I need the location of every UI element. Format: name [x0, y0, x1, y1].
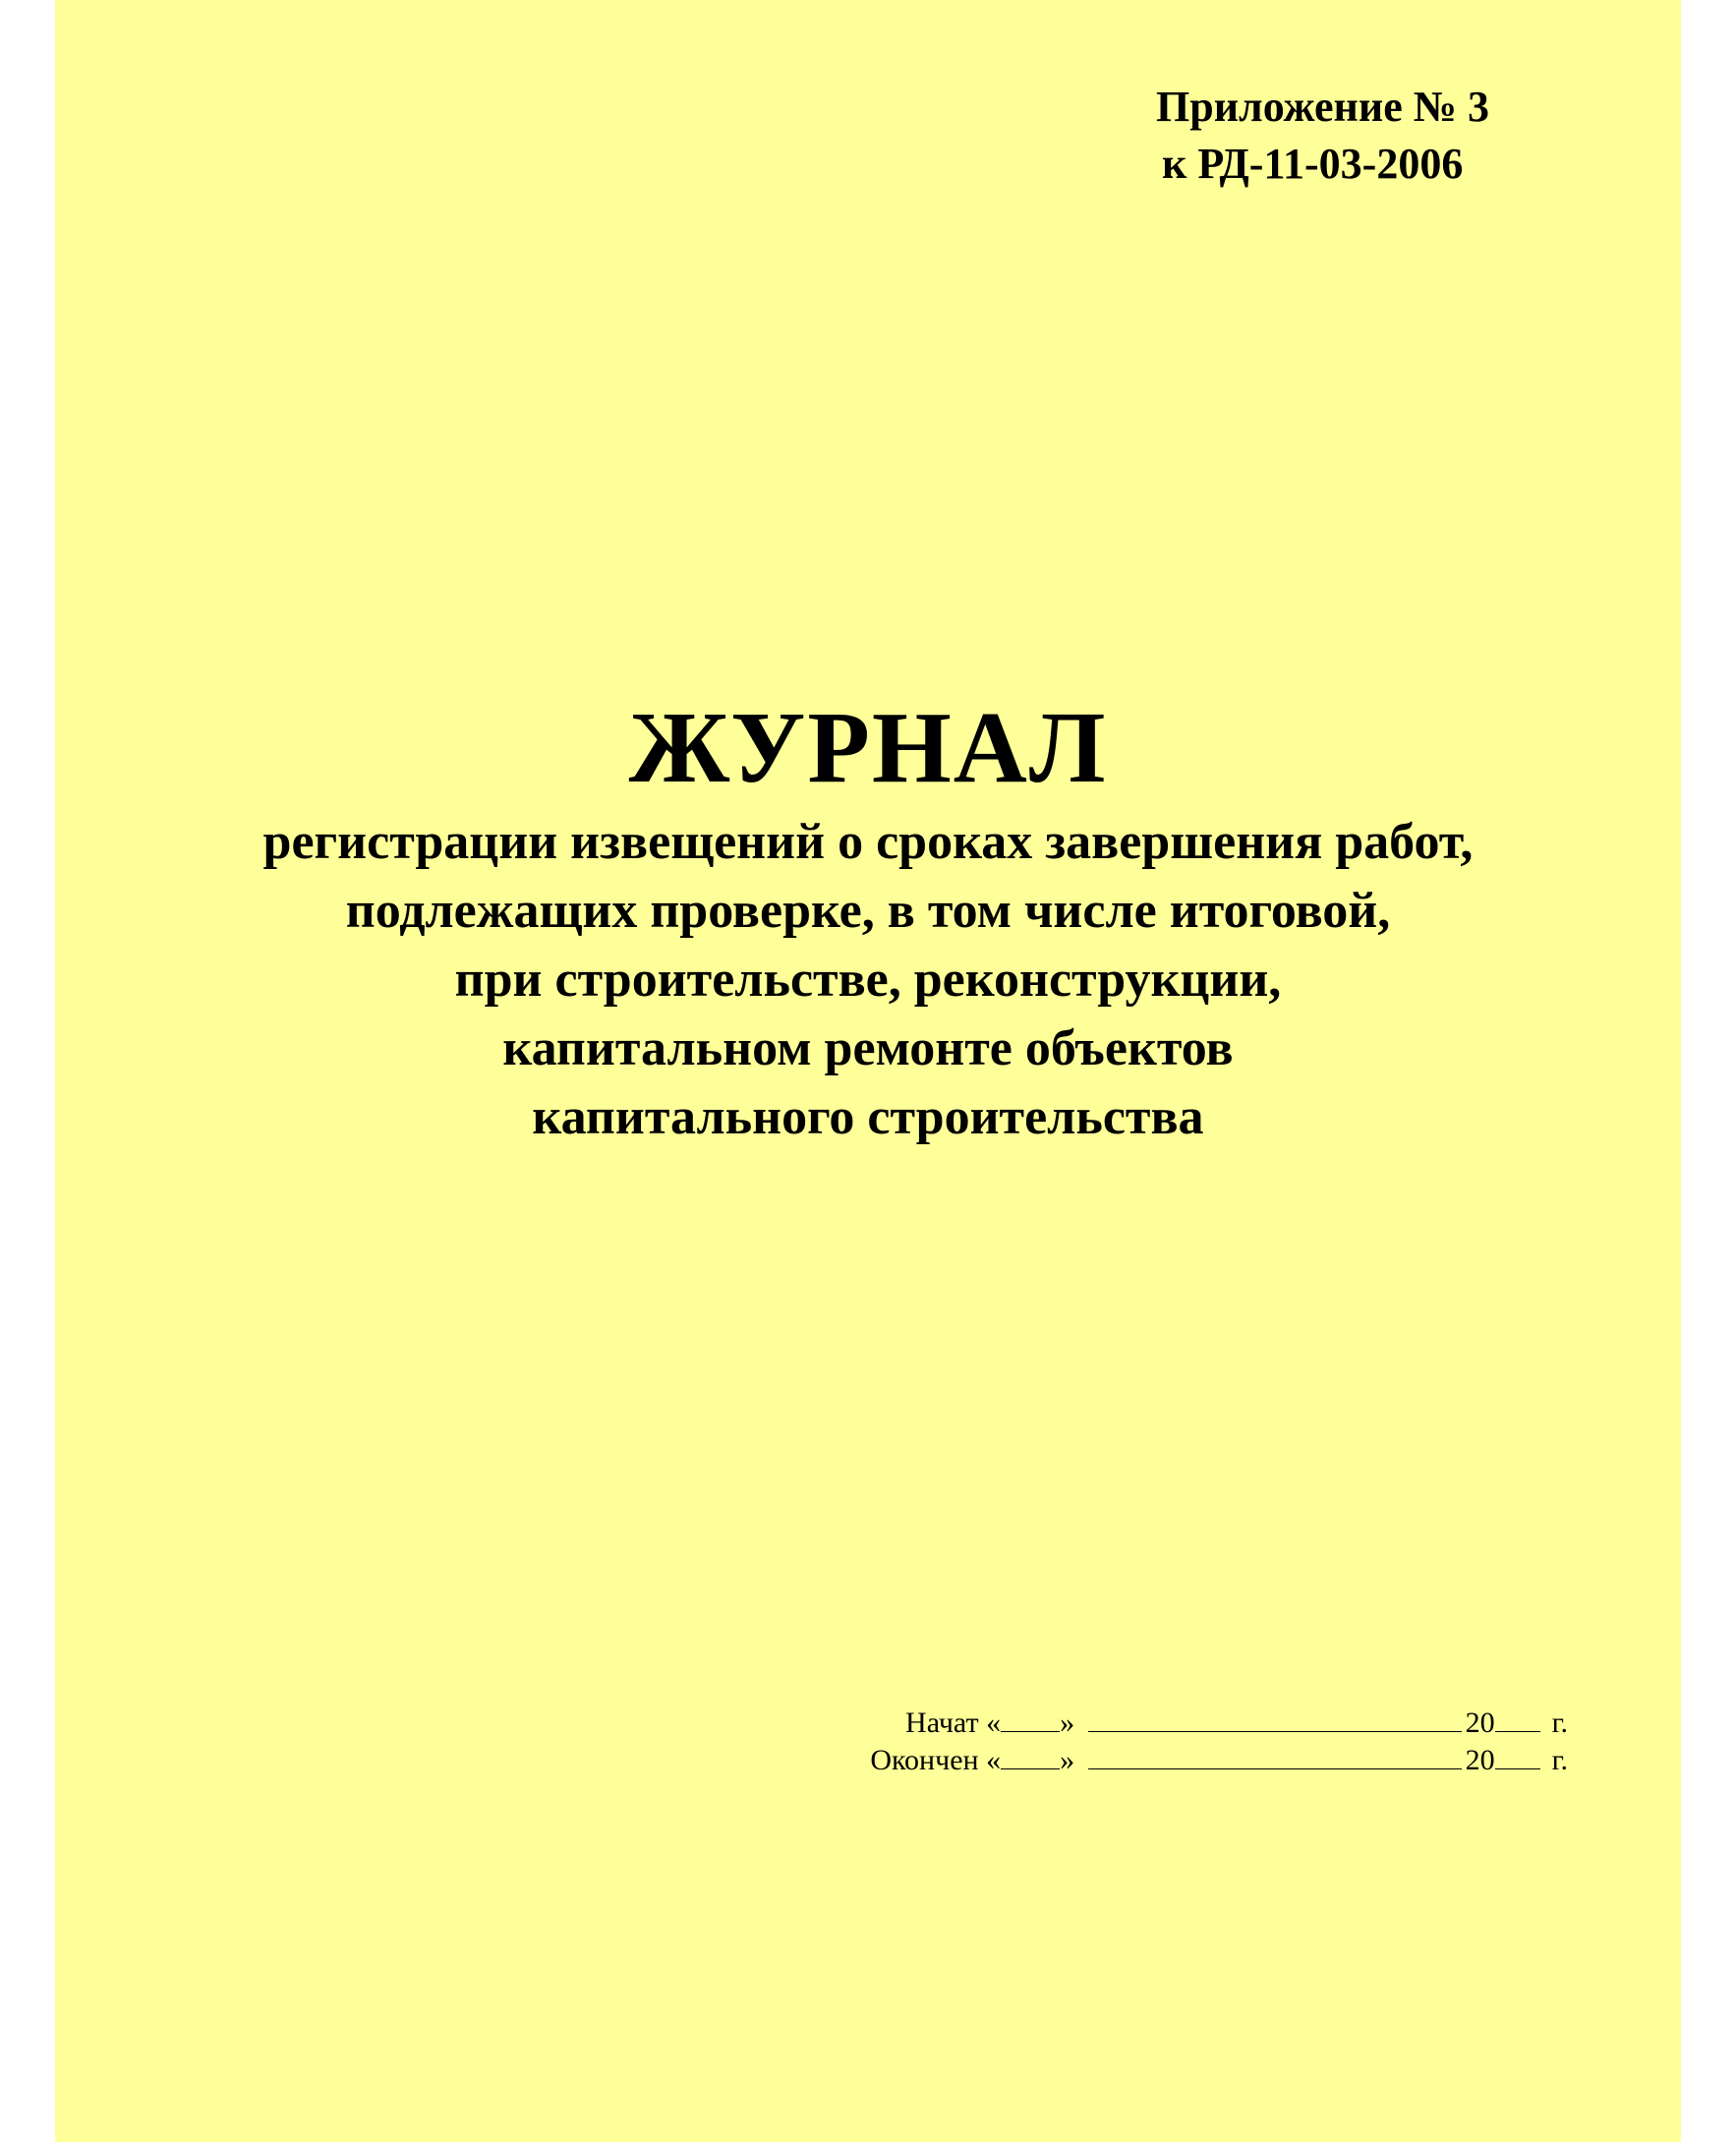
subtitle-line: капитального строительства [532, 1089, 1204, 1145]
year-suffix: г. [1551, 1744, 1568, 1776]
started-date-row [870, 1705, 1568, 1742]
journal-dates [870, 1705, 1568, 1779]
quote-open: « [986, 1707, 1002, 1739]
subtitle-line: регистрации извещений о сроках завершения работ, [262, 814, 1474, 870]
started-label: Начат [905, 1707, 979, 1739]
ended-year-blank[interactable] [1495, 1743, 1540, 1769]
ended-month-blank[interactable] [1088, 1743, 1462, 1769]
appendix-document-code: к РД-11-03-2006 [1162, 140, 1464, 188]
journal-title: ЖУРНАЛ [628, 691, 1108, 804]
subtitle-line: капитальном ремонте объектов [502, 1020, 1234, 1076]
year-prefix: 20 [1465, 1707, 1495, 1739]
ended-label: Окончен [870, 1744, 979, 1776]
ended-date-row [870, 1742, 1568, 1779]
title-block [55, 688, 1681, 1152]
appendix-number: Приложение № 3 [1156, 83, 1489, 131]
started-year-blank[interactable] [1495, 1706, 1540, 1732]
started-day-blank[interactable] [1001, 1706, 1060, 1732]
quote-open: « [986, 1744, 1002, 1776]
subtitle-line: при строительстве, реконструкции, [454, 952, 1282, 1008]
ended-day-blank[interactable] [1001, 1743, 1060, 1769]
quote-close: » [1060, 1744, 1075, 1776]
journal-cover [55, 0, 1681, 2142]
quote-close: » [1060, 1707, 1075, 1739]
year-suffix: г. [1551, 1707, 1568, 1739]
year-prefix: 20 [1465, 1744, 1495, 1776]
appendix-reference [1156, 79, 1628, 193]
subtitle-line: подлежащих проверке, в том числе итоговой, [345, 883, 1391, 939]
started-month-blank[interactable] [1088, 1706, 1462, 1732]
journal-subtitle [55, 808, 1681, 1152]
